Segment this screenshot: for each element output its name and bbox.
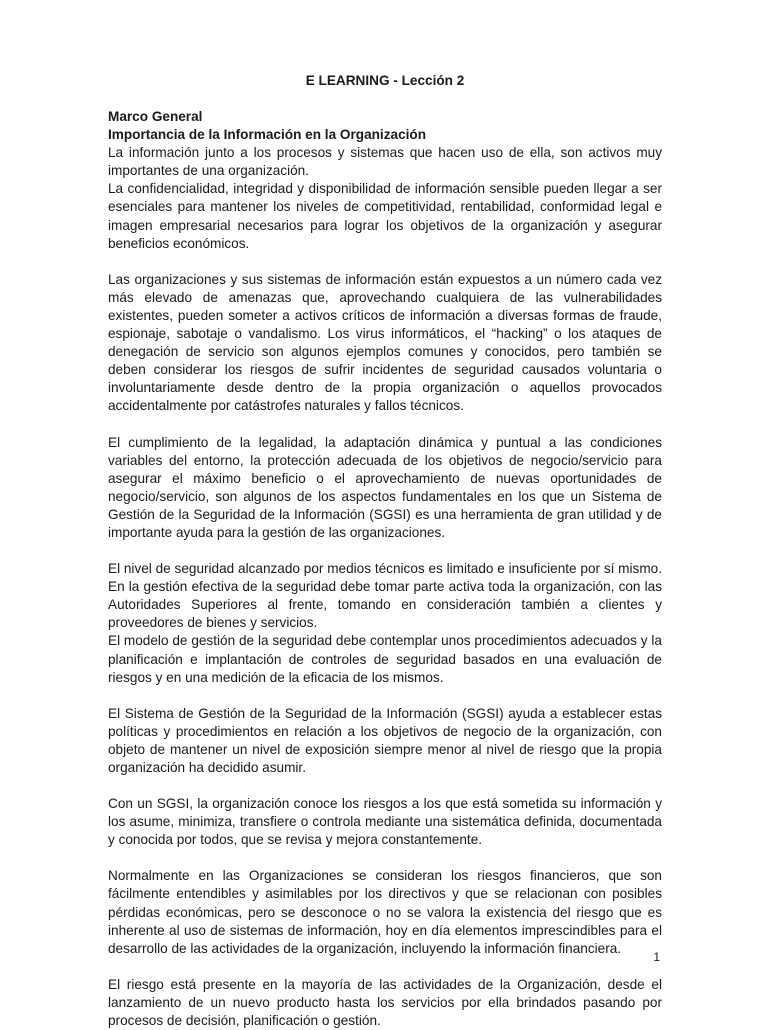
paragraph-2: La confidencialidad, integridad y disponibilidad de información sensible pueden llegar a ser esenciales para mantener los niveles de competitividad, rentabilidad, conformidad legal e imagen empresarial necesarios para lograr los objetivos de la organización y asegurar beneficios económicos. [108, 181, 662, 251]
paragraph-gap [108, 687, 662, 705]
paragraph-gap [108, 849, 662, 867]
paragraph-7: El Sistema de Gestión de la Seguridad de la Información (SGSI) ayuda a establecer estas políticas y procedimientos en relación a los objetivos de negocio de la organización, con objeto de mantener un nivel de exposición siempre menor al nivel de riesgo que la propia organización ha decidido asumir. [108, 705, 662, 775]
section-heading-marco-general: Marco General [108, 109, 203, 124]
paragraph-3: Las organizaciones y sus sistemas de información están expuestos a un número cada vez más elevado de amenazas que, aprovechando cualquiera de las vulnerabilidades existentes, pueden someter a activos críticos de información a diversas formas de fraude, espionaje, sabotaje o vandalismo. Los virus informáticos, el “hacking” o los ataques de denegación de servicio son algunos ejemplos comunes y conocidos, pero también se deben considerar los riesgos de sufrir incidentes de seguridad causados voluntaria o involuntariamente desde dentro de la propia organización o aquellos provocados accidentalmente por catástrofes naturales y fallos técnicos. [108, 271, 662, 414]
paragraph-gap [108, 253, 662, 271]
paragraph-6: El modelo de gestión de la seguridad debe contemplar unos procedimientos adecuados y la planificación e implantación de controles de seguridad basados en una evaluación de riesgos y en una medición de la eficacia de los mismos. [108, 633, 662, 685]
paragraph-gap [108, 416, 662, 434]
paragraph-gap [108, 958, 662, 976]
paragraph-gap [108, 542, 662, 560]
paragraph-10: El riesgo está presente en la mayoría de las actividades de la Organización, desde el lanzamiento de un nuevo producto hasta los servicios por ella brindados pasando por procesos de decisión, planificación o gestión. [108, 976, 662, 1029]
paragraph-9: Normalmente en las Organizaciones se consideran los riesgos financieros, que son fácilmente entendibles y asimilables por los directivos y que se relacionan con posibles pérdidas económicas, pero se desconoce o no se valora la existencia del riesgo que es inherente al uso de sistemas de información, hoy en día elementos imprescindibles para el desarrollo de las actividades de la organización, incluyendo la información financiera. [108, 868, 662, 956]
paragraph-gap [108, 777, 662, 795]
paragraph-8: Con un SGSI, la organización conoce los riesgos a los que está sometida su información y los asume, minimiza, transfiere o controla mediante una sistemática definida, documentada y conocida por todos, que se revisa y mejora constantemente. [108, 796, 662, 848]
page-number: 1 [653, 950, 660, 964]
paragraph-5: El nivel de seguridad alcanzado por medios técnicos es limitado e insuficiente por sí mismo. En la gestión efectiva de la seguridad debe tomar parte activa toda la organización, con las Autoridades Superiores al frente, tomando en consideración también a clientes y proveedores de bienes y servicios. [108, 561, 662, 631]
document-body [108, 108, 662, 1030]
paragraph-4: El cumplimiento de la legalidad, la adaptación dinámica y puntual a las condiciones variables del entorno, la protección adecuada de los objetivos de negocio/servicio para asegurar el máximo beneficio o el aprovechamiento de nuevas oportunidades de negocio/servicio, son algunos de los aspectos fundamentales en los que un Sistema de Gestión de la Seguridad de la Información (SGSI) es una herramienta de gran utilidad y de importante ayuda para la gestión de las organizaciones. [108, 434, 662, 540]
paragraph-1: La información junto a los procesos y sistemas que hacen uso de ella, son activos muy importantes de una organización. [108, 145, 662, 179]
section-subheading-importancia: Importancia de la Información en la Organización [108, 127, 427, 143]
document-title: E LEARNING - Lección 2 [305, 73, 465, 88]
